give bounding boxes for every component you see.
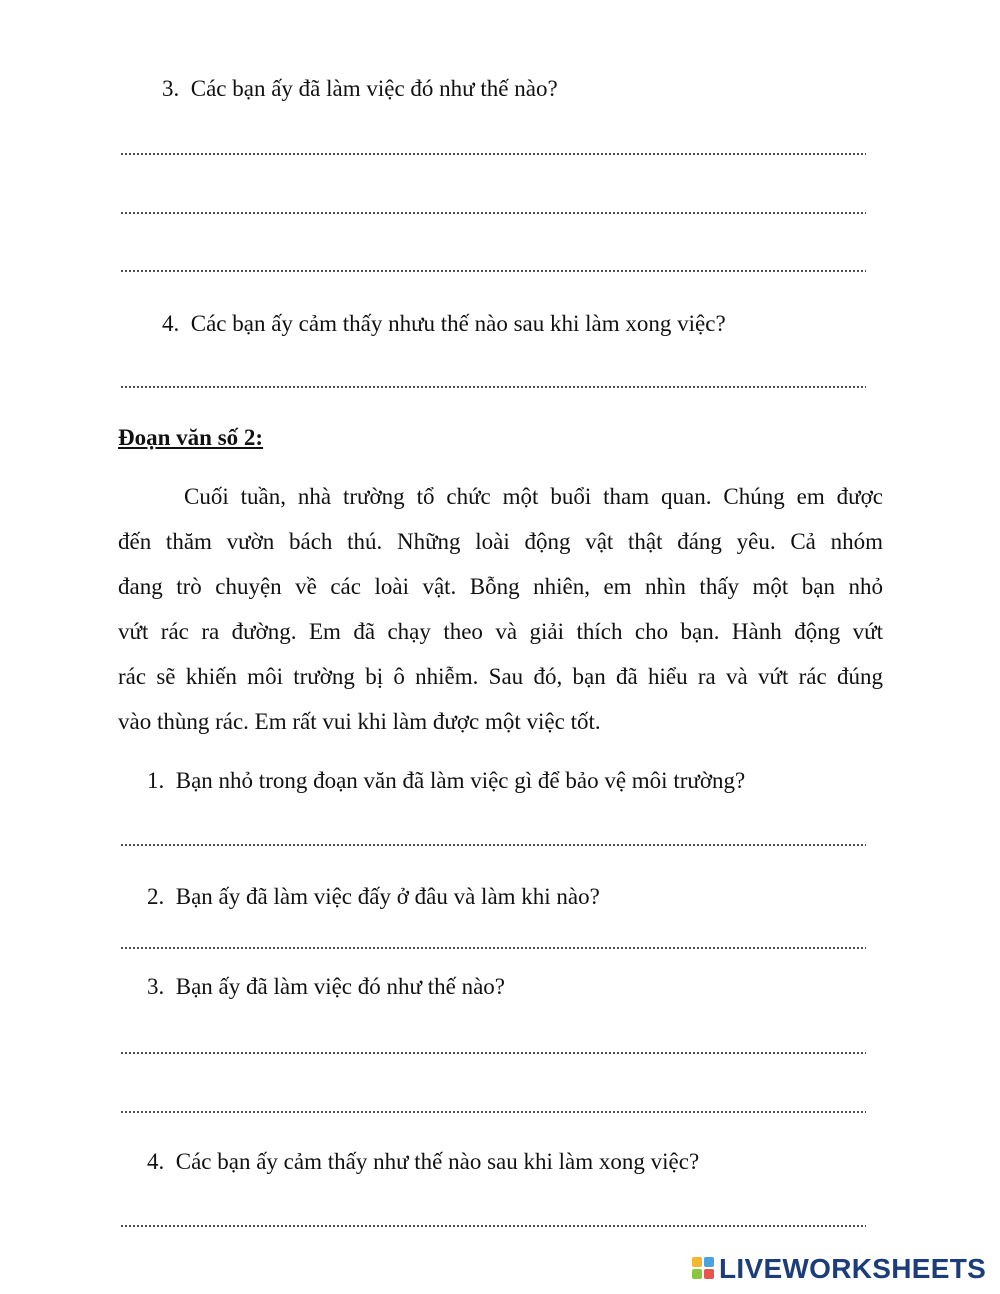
answer-line[interactable]	[120, 946, 866, 950]
question-4: 4. Các bạn ấy cảm thấy như thế nào sau khi làm xong việc?	[147, 1149, 700, 1174]
logo-block	[692, 1269, 702, 1279]
paragraph-line: rác sẽ khiến môi trường bị ô nhiễm. Sau đó, bạn đã hiểu ra và vứt rác đúng	[118, 664, 883, 689]
paragraph-line: đến thăm vườn bách thú. Những loài động vật thật đáng yêu. Cả nhóm	[118, 529, 883, 554]
question-2: 2. Bạn ấy đã làm việc đấy ở đâu và làm khi nào?	[147, 884, 600, 909]
answer-line[interactable]	[120, 385, 866, 389]
answer-line[interactable]	[120, 843, 866, 847]
paragraph-line: vào thùng rác. Em rất vui khi làm được một việc tốt.	[118, 709, 601, 734]
answer-line[interactable]	[120, 152, 866, 156]
question-1: 1. Bạn nhỏ trong đoạn văn đã làm việc gì để bảo vệ môi trường?	[147, 768, 746, 793]
question-4: 4. Các bạn ấy cảm thấy nhưu thế nào sau khi làm xong việc?	[162, 311, 726, 336]
liveworksheets-logo	[692, 1252, 986, 1286]
question-3: 3. Các bạn ấy đã làm việc đó như thế nào?	[162, 76, 558, 101]
paragraph-line: Cuối tuần, nhà trường tổ chức một buổi tham quan. Chúng em được	[184, 484, 883, 509]
logo-text: LIVEWORKSHEETS	[719, 1253, 987, 1284]
answer-line[interactable]	[120, 269, 866, 273]
answer-line[interactable]	[120, 211, 866, 215]
logo-blocks-icon	[692, 1257, 716, 1281]
paragraph-line: đang trò chuyện về các loài vật. Bỗng nhiên, em nhìn thấy một bạn nhỏ	[118, 574, 883, 599]
question-3: 3. Bạn ấy đã làm việc đó như thế nào?	[147, 974, 505, 999]
reading-paragraph	[118, 474, 883, 744]
answer-line[interactable]	[120, 1224, 866, 1228]
answer-line[interactable]	[120, 1110, 866, 1114]
section-heading: Đoạn văn số 2:	[118, 425, 264, 450]
paragraph-line: vứt rác ra đường. Em đã chạy theo và giải thích cho bạn. Hành động vứt	[118, 619, 883, 644]
answer-line[interactable]	[120, 1051, 866, 1055]
logo-block	[704, 1257, 714, 1267]
logo-block	[704, 1269, 714, 1279]
logo-block	[692, 1257, 702, 1267]
